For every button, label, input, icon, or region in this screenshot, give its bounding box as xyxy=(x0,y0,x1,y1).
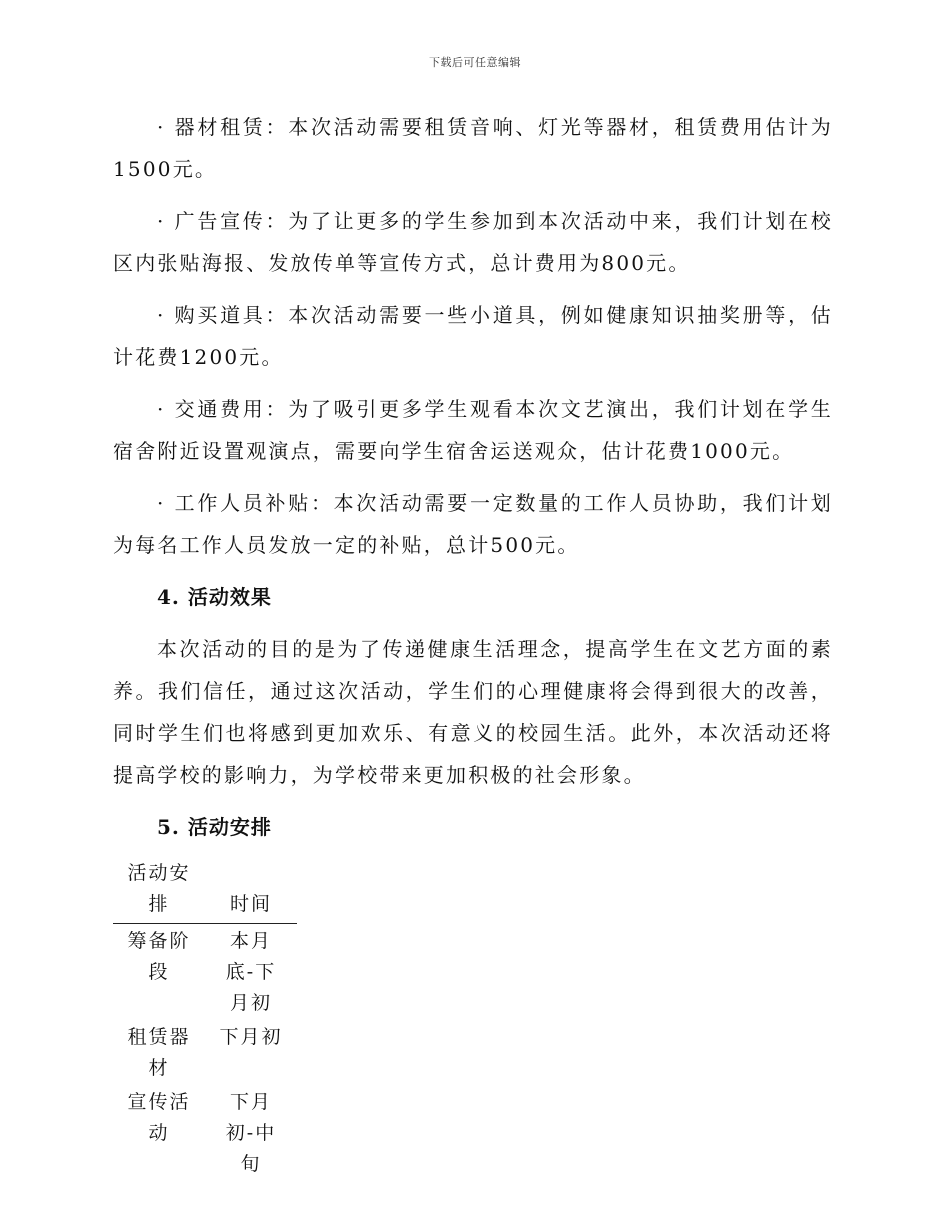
table-cell-time: 下月初-中旬 xyxy=(225,1091,277,1175)
table-row xyxy=(113,1020,297,1085)
section-5-title: 5. 活动安排 xyxy=(157,815,272,839)
schedule-table xyxy=(113,858,297,1181)
table-cell-time: 下月初 xyxy=(219,1026,283,1048)
column-header-time: 时间 xyxy=(205,858,297,924)
page-header: 下载后可任意编辑 xyxy=(429,56,521,69)
paragraph-staff-subsidy: · 工作人员补贴：本次活动需要一定数量的工作人员协助，我们计划为每名工作人员发放一定的补贴，总计500元。 xyxy=(113,491,833,557)
paragraph-equipment-rental: · 器材租赁：本次活动需要租赁音响、灯光等器材，租赁费用估计为1500元。 xyxy=(113,115,833,181)
column-header-activity: 活动安排 xyxy=(113,858,205,924)
document-body xyxy=(113,106,833,1181)
section-4-title: 4. 活动效果 xyxy=(157,585,272,609)
table-cell-activity: 筹备阶段 xyxy=(127,930,191,983)
paragraph-advertising: · 广告宣传：为了让更多的学生参加到本次活动中来，我们计划在校区内张贴海报、发放传单等宣传方式，总计费用为800元。 xyxy=(113,209,833,275)
table-cell-activity: 租赁器材 xyxy=(127,1026,191,1079)
paragraph-transportation: · 交通费用：为了吸引更多学生观看本次文艺演出，我们计划在学生宿舍附近设置观演点，需要向学生宿舍运送观众，估计花费1000元。 xyxy=(113,397,833,463)
table-row xyxy=(113,924,297,1021)
table-cell-time: 本月底-下月初 xyxy=(225,930,277,1014)
paragraph-props: · 购买道具：本次活动需要一些小道具，例如健康知识抽奖册等，估计花费1200元。 xyxy=(113,303,833,369)
table-header-row xyxy=(113,858,297,924)
table-row xyxy=(113,1085,297,1181)
section-4-body: 本次活动的目的是为了传递健康生活理念，提高学生在文艺方面的素养。我们信任，通过这次活动，学生们的心理健康将会得到很大的改善，同时学生们也将感到更加欢乐、有意义的校园生活。此外，本次活动还将提高学校的影响力，为学校带来更加积极的社会形象。 xyxy=(113,637,833,787)
table-cell-activity: 宣传活动 xyxy=(127,1091,191,1144)
